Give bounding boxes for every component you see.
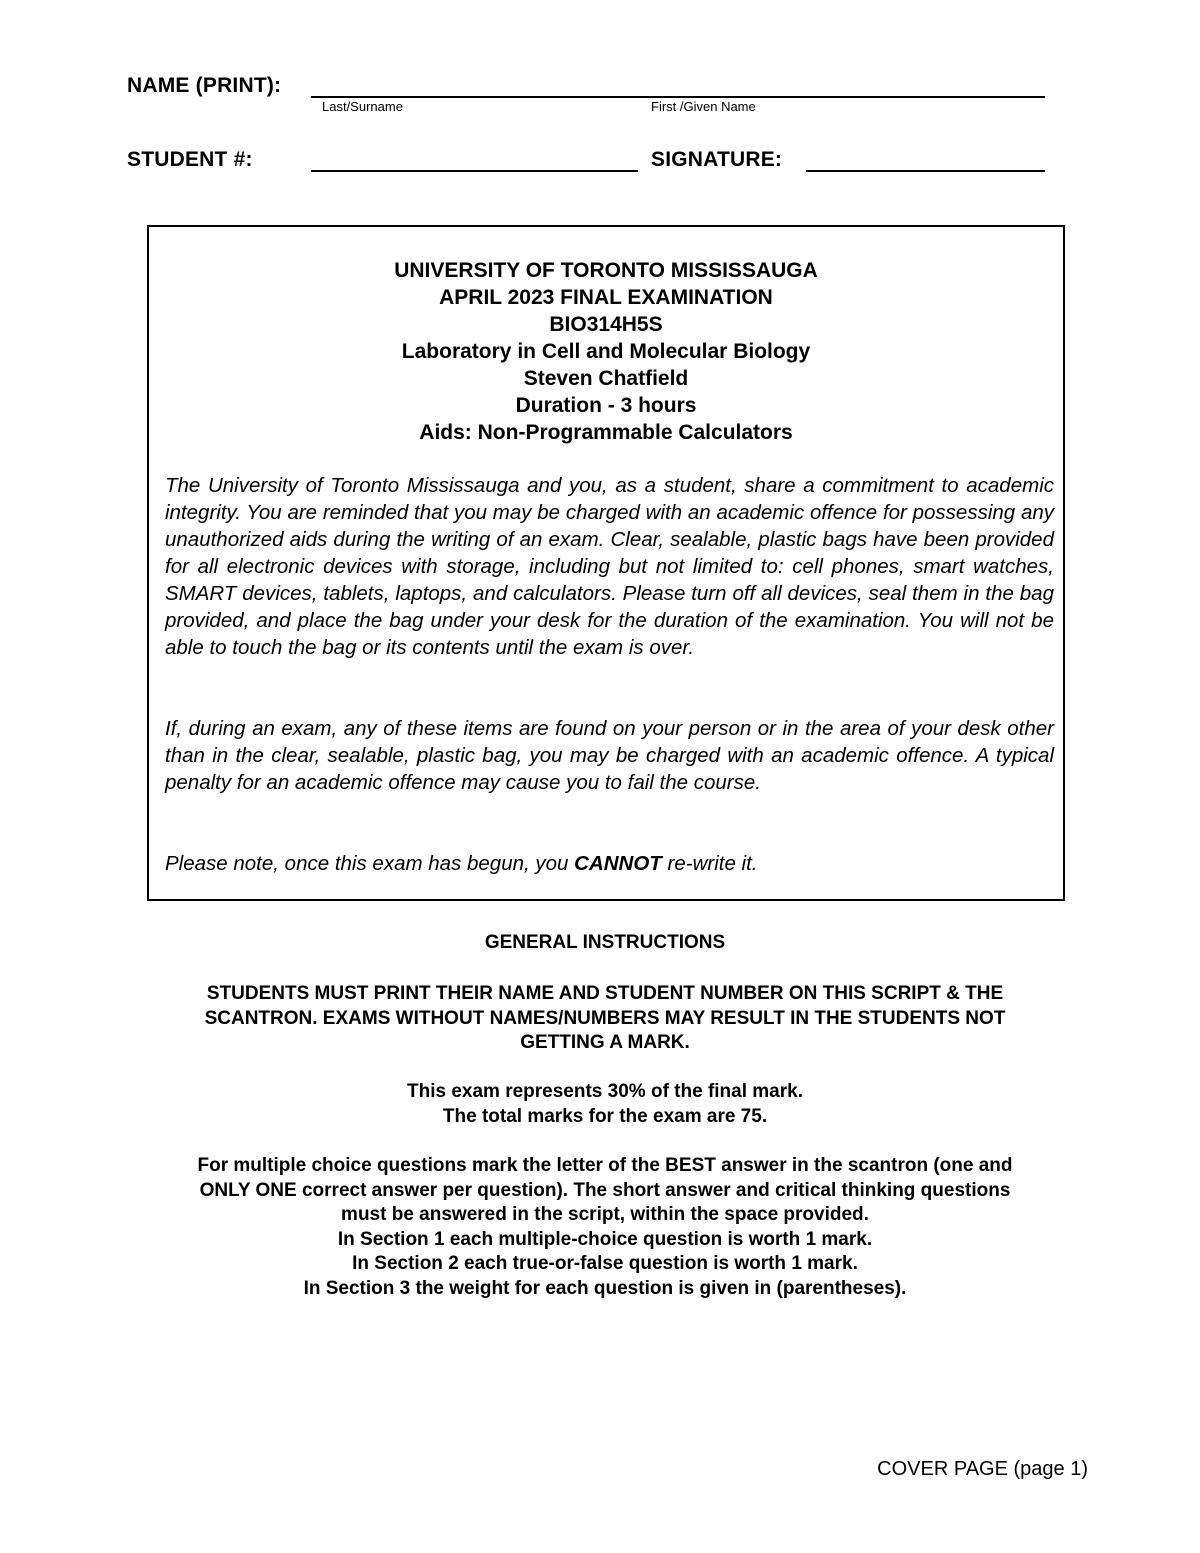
first-name-hint: First /Given Name: [651, 99, 756, 114]
course-code: BIO314H5S: [549, 313, 663, 336]
signature-line[interactable]: [806, 170, 1045, 172]
rewrite-note-emphasis: CANNOT: [574, 852, 662, 875]
signature-label: SIGNATURE:: [651, 148, 783, 171]
exam-info-box: [147, 225, 1065, 901]
page-footer: COVER PAGE (page 1): [877, 1458, 1088, 1480]
student-number-line[interactable]: [311, 170, 638, 172]
must-print-notice: [100, 982, 1110, 1056]
must-print-line-3: GETTING A MARK.: [520, 1032, 690, 1053]
name-print-label: NAME (PRINT):: [127, 74, 282, 97]
exam-weight: This exam represents 30% of the final mark.: [407, 1081, 803, 1102]
total-marks: The total marks for the exam are 75.: [442, 1105, 768, 1127]
name-line[interactable]: [311, 96, 1045, 98]
exam-header: [149, 257, 1063, 446]
exam-aids: Aids: Non-Programmable Calculators: [419, 421, 793, 444]
exam-duration: Duration - 3 hours: [515, 394, 697, 417]
mc-instruction-line-3: must be answered in the script, within the space provided.: [341, 1204, 869, 1225]
last-name-hint: Last/Surname: [322, 99, 403, 114]
section-3-weight: In Section 3 the weight for each question is given in (parentheses).: [303, 1277, 907, 1299]
penalty-paragraph: If, during an exam, any of these items are found on your person or in the area of your desk other than in the clear, sealable, plastic bag, you may be charged with an academic offence. A typical penalty for an academic offence may cause you to fail the course.: [165, 717, 1054, 794]
section-2-weight: In Section 2 each true-or-false question is worth 1 mark.: [352, 1253, 858, 1274]
section-instructions: [100, 1154, 1110, 1301]
mc-instruction-line-1: For multiple choice questions mark the letter of the BEST answer in the scantron (one and: [197, 1155, 1013, 1176]
marks-summary: [100, 1080, 1110, 1129]
university-name: UNIVERSITY OF TORONTO MISSISSAUGA: [394, 259, 818, 282]
course-name: Laboratory in Cell and Molecular Biology: [401, 340, 811, 363]
student-number-label: STUDENT #:: [127, 148, 253, 171]
rewrite-note-prefix: Please note, once this exam has begun, you: [165, 852, 575, 875]
rewrite-note: [165, 850, 1054, 877]
instructor-name: Steven Chatfield: [523, 367, 689, 390]
integrity-paragraph: The University of Toronto Mississauga and you, as a student, share a commitment to academic integrity. You are reminded that you may be charged with an academic offence for possessing any unauthorized aids during the writing of an exam. Clear, sealable, plastic bags have been provided for all electronic devices with storage, including but not limited to: cell phones, smart watches, SMART devices, tablets, laptops, and calculators. Please turn off all devices, seal them in the bag provided, and place the bag under your desk for the duration of the examination. You will not be able to touch the bag or its contents until the exam is over.: [165, 474, 1054, 659]
rewrite-note-suffix: re-write it.: [661, 852, 758, 875]
exam-title: APRIL 2023 FINAL EXAMINATION: [439, 286, 773, 309]
section-1-weight: In Section 1 each multiple-choice question is worth 1 mark.: [337, 1228, 873, 1250]
must-print-line-1: STUDENTS MUST PRINT THEIR NAME AND STUDENT NUMBER ON THIS SCRIPT & THE: [206, 983, 1004, 1004]
instructions-heading: GENERAL INSTRUCTIONS: [484, 932, 726, 953]
must-print-line-2: SCANTRON. EXAMS WITHOUT NAMES/NUMBERS MAY RESULT IN THE STUDENTS NOT: [204, 1007, 1006, 1029]
mc-instruction-line-2: ONLY ONE correct answer per question). The short answer and critical thinking questions: [199, 1179, 1011, 1201]
